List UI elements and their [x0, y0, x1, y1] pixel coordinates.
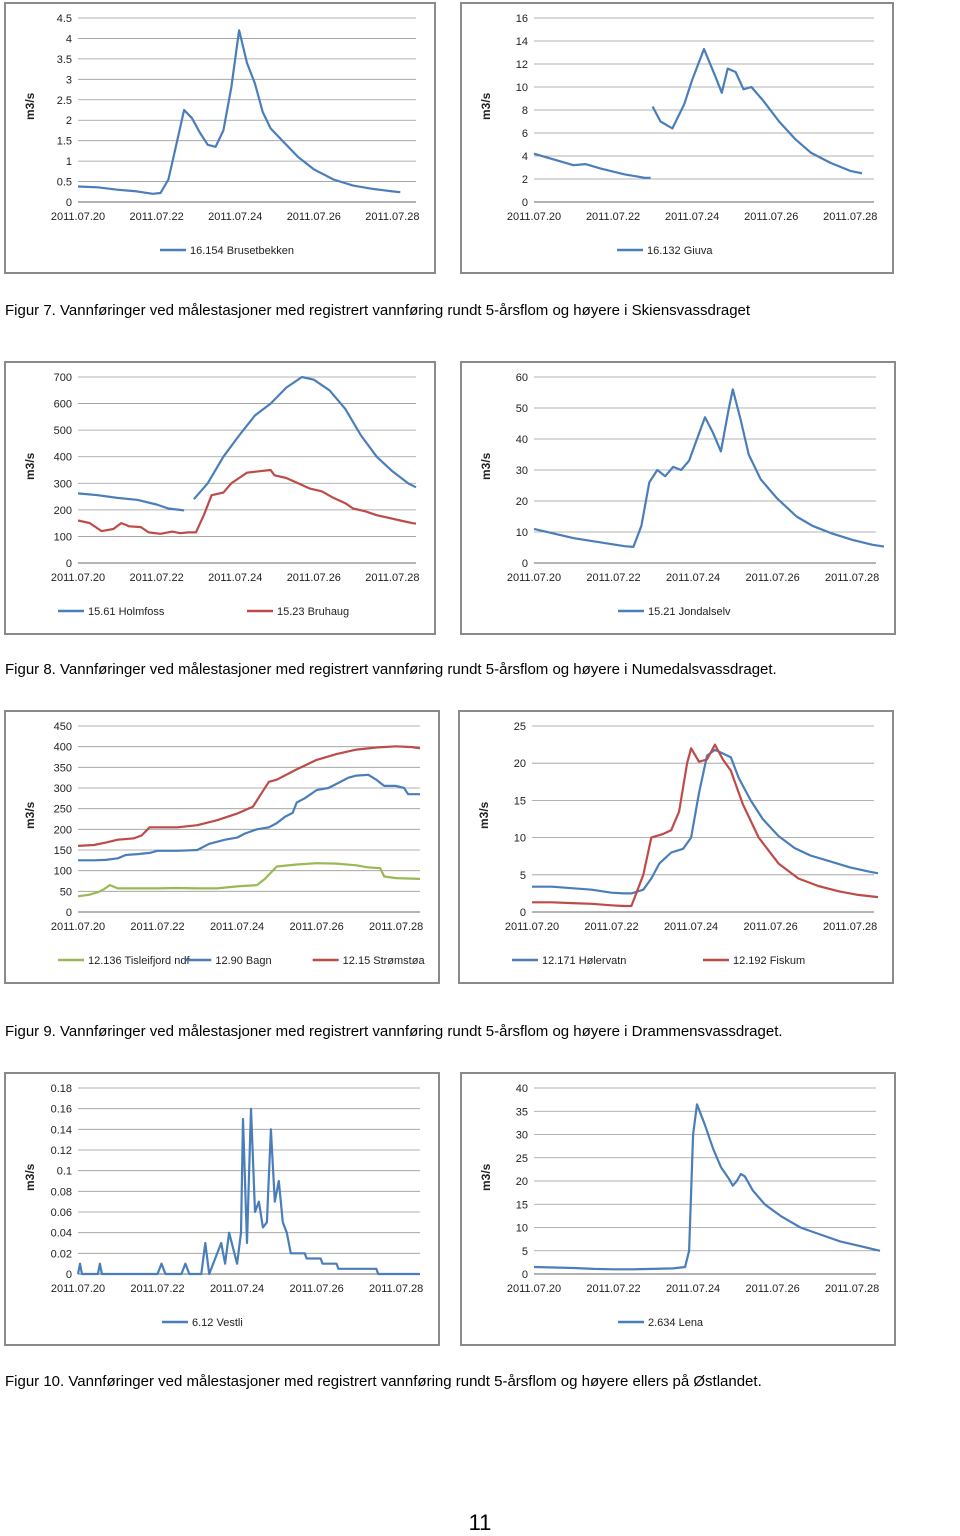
x-tick-label: 2011.07.26 — [743, 921, 798, 933]
y-tick-label: 50 — [515, 403, 528, 415]
chart-panel-holmfoss-bruhaug — [4, 361, 436, 635]
y-axis-label: m3/s — [477, 801, 491, 829]
chart-panel-brusetbekken — [4, 2, 436, 274]
chart-panel-giuva — [460, 2, 894, 274]
y-tick-label: 20 — [513, 758, 526, 771]
y-tick-label: 1.5 — [56, 135, 72, 148]
y-tick-label: 450 — [53, 721, 72, 733]
x-tick-label: 2011.07.20 — [50, 1283, 106, 1295]
x-tick-label: 2011.07.26 — [286, 572, 341, 584]
y-tick-label: 0 — [65, 1269, 72, 1281]
x-tick-label: 2011.07.22 — [129, 572, 184, 584]
chart-holmfoss-bruhaug — [6, 363, 434, 633]
legend-label: 12.192 Fiskum — [733, 955, 806, 967]
y-tick-label: 30 — [515, 465, 528, 477]
x-tick-label: 2011.07.24 — [665, 211, 720, 223]
legend-label: 12.90 Bagn — [215, 955, 272, 967]
legend-label: 12.136 Tisleifjord ndf — [88, 955, 190, 967]
x-tick-label: 2011.07.24 — [208, 572, 263, 584]
x-tick-label: 2011.07.20 — [504, 921, 560, 933]
chart-jondalselv — [462, 363, 894, 633]
y-tick-label: 3 — [65, 74, 72, 87]
x-tick-label: 2011.07.24 — [663, 921, 719, 933]
y-tick-label: 0.16 — [50, 1103, 72, 1116]
y-tick-label: 15 — [515, 1199, 528, 1212]
x-tick-label: 2011.07.22 — [129, 211, 184, 223]
y-tick-label: 0.02 — [50, 1248, 72, 1261]
y-axis-label: m3/s — [23, 452, 37, 480]
y-tick-label: 10 — [515, 527, 528, 539]
y-tick-label: 0.1 — [56, 1165, 72, 1178]
chart-vestli — [6, 1074, 438, 1344]
y-tick-label: 300 — [53, 478, 72, 491]
legend-label: 12.15 Strømstøa — [342, 955, 425, 967]
y-tick-label: 0 — [521, 1269, 528, 1281]
y-axis-label: m3/s — [23, 1163, 37, 1191]
y-tick-label: 5 — [521, 1245, 528, 1258]
legend-label: 6.12 Vestli — [192, 1317, 243, 1329]
x-tick-label: 2011.07.24 — [209, 1283, 265, 1295]
x-tick-label: 2011.07.28 — [365, 572, 420, 584]
y-tick-label: 4.5 — [56, 13, 72, 25]
series-line — [532, 750, 878, 894]
y-tick-label: 4 — [65, 33, 72, 46]
y-tick-label: 25 — [513, 721, 526, 733]
y-tick-label: 40 — [515, 1083, 528, 1095]
series-line — [534, 154, 651, 178]
y-tick-label: 0 — [65, 907, 72, 919]
y-tick-label: 0 — [521, 558, 528, 570]
y-tick-label: 100 — [53, 531, 72, 544]
chart-panel-tisleifjord-bagn-stromstoa — [4, 710, 440, 984]
y-tick-label: 10 — [515, 1222, 528, 1235]
chart-giuva — [462, 4, 892, 272]
x-tick-label: 2011.07.22 — [584, 921, 639, 933]
y-tick-label: 6 — [521, 128, 528, 140]
y-tick-label: 350 — [53, 762, 72, 775]
y-tick-label: 0.08 — [50, 1186, 72, 1199]
y-tick-label: 500 — [53, 425, 72, 438]
chart-panel-holervatn-fiskum — [458, 710, 894, 984]
legend-label: 15.23 Bruhaug — [277, 606, 350, 618]
y-tick-label: 60 — [515, 372, 528, 384]
x-tick-label: 2011.07.24 — [209, 921, 265, 933]
x-tick-label: 2011.07.22 — [585, 211, 641, 223]
y-tick-label: 0.14 — [50, 1124, 72, 1137]
y-tick-label: 35 — [515, 1106, 528, 1119]
chart-panel-vestli — [4, 1072, 440, 1346]
y-tick-label: 12 — [515, 59, 528, 71]
y-tick-label: 1 — [65, 156, 72, 169]
y-tick-label: 0.5 — [56, 176, 72, 189]
y-tick-label: 20 — [515, 1176, 528, 1188]
y-tick-label: 200 — [53, 504, 72, 517]
y-tick-label: 0 — [65, 558, 72, 570]
y-tick-label: 250 — [53, 803, 72, 816]
x-tick-label: 2011.07.24 — [665, 572, 721, 584]
legend-label: 12.171 Hølervatn — [542, 955, 627, 967]
y-tick-label: 400 — [53, 451, 72, 464]
chart-holervatn-fiskum — [460, 712, 892, 982]
x-tick-label: 2011.07.26 — [745, 572, 800, 584]
x-tick-label: 2011.07.28 — [369, 1283, 424, 1295]
x-tick-label: 2011.07.28 — [823, 211, 878, 223]
chart-tisleifjord-bagn-stromstoa — [6, 712, 438, 982]
y-tick-label: 40 — [515, 434, 528, 446]
chart-panel-lena — [460, 1072, 896, 1346]
x-tick-label: 2011.07.26 — [289, 921, 344, 933]
y-axis-label: m3/s — [479, 92, 493, 120]
y-tick-label: 0.06 — [50, 1207, 72, 1219]
y-axis-label: m3/s — [23, 801, 37, 829]
y-tick-label: 200 — [53, 824, 72, 837]
y-tick-label: 20 — [515, 496, 528, 508]
legend-label: 2.634 Lena — [648, 1317, 704, 1329]
x-tick-label: 2011.07.22 — [130, 1283, 185, 1295]
series-line — [653, 49, 863, 173]
x-tick-label: 2011.07.22 — [130, 921, 185, 933]
figure-8-caption: Figur 8. Vannføringer ved målestasjoner med registrert vannføring rundt 5-årsflom og høyere i Numedalsvassdraget. — [5, 661, 777, 678]
legend-label: 15.21 Jondalselv — [648, 606, 731, 618]
x-tick-label: 2011.07.22 — [586, 572, 641, 584]
y-tick-label: 15 — [513, 795, 526, 808]
y-tick-label: 0.04 — [50, 1227, 72, 1240]
x-tick-label: 2011.07.20 — [506, 1283, 562, 1295]
y-tick-label: 400 — [53, 741, 72, 754]
x-tick-label: 2011.07.24 — [665, 1283, 721, 1295]
y-axis-label: m3/s — [479, 452, 493, 480]
x-tick-label: 2011.07.20 — [506, 211, 562, 223]
page-number: 11 — [468, 1510, 492, 1535]
chart-lena — [462, 1074, 894, 1344]
x-tick-label: 2011.07.26 — [744, 211, 799, 223]
y-axis-label: m3/s — [23, 92, 37, 120]
series-line — [534, 1104, 880, 1269]
y-tick-label: 0.18 — [50, 1083, 72, 1095]
y-tick-label: 8 — [521, 105, 528, 117]
y-tick-label: 2.5 — [56, 94, 72, 107]
y-tick-label: 700 — [53, 372, 72, 384]
series-line — [194, 377, 416, 499]
y-tick-label: 4 — [521, 151, 528, 163]
y-tick-label: 50 — [59, 886, 72, 899]
y-tick-label: 0 — [521, 197, 528, 209]
y-tick-label: 0 — [65, 197, 72, 209]
x-tick-label: 2011.07.20 — [50, 572, 106, 584]
x-tick-label: 2011.07.28 — [365, 211, 420, 223]
chart-brusetbekken — [6, 4, 434, 272]
y-tick-label: 5 — [519, 869, 526, 882]
legend-label: 16.154 Brusetbekken — [190, 245, 294, 257]
y-tick-label: 14 — [515, 36, 528, 48]
x-tick-label: 2011.07.26 — [289, 1283, 344, 1295]
y-tick-label: 2 — [521, 174, 528, 186]
y-tick-label: 0.12 — [50, 1145, 72, 1157]
figure-7-caption: Figur 7. Vannføringer ved målestasjoner med registrert vannføring rundt 5-årsflom og høyere i Skiensvassdraget — [5, 302, 751, 319]
x-tick-label: 2011.07.20 — [50, 921, 106, 933]
x-tick-label: 2011.07.20 — [50, 211, 106, 223]
series-line — [534, 389, 884, 547]
y-tick-label: 100 — [53, 865, 72, 878]
x-tick-label: 2011.07.28 — [825, 572, 880, 584]
y-tick-label: 10 — [515, 82, 528, 94]
y-tick-label: 0 — [519, 907, 526, 919]
y-tick-label: 25 — [515, 1152, 528, 1165]
y-tick-label: 2 — [65, 115, 72, 128]
x-tick-label: 2011.07.28 — [825, 1283, 880, 1295]
y-tick-label: 30 — [515, 1129, 528, 1142]
series-line — [78, 30, 400, 194]
x-tick-label: 2011.07.20 — [506, 572, 562, 584]
legend-label: 16.132 Giuva — [647, 245, 713, 257]
y-tick-label: 3.5 — [56, 53, 72, 66]
x-tick-label: 2011.07.26 — [286, 211, 341, 223]
y-tick-label: 16 — [515, 13, 528, 25]
figure-10-caption: Figur 10. Vannføringer ved målestasjoner med registrert vannføring rundt 5-årsflom og høyere ellers på Østlandet. — [5, 1373, 762, 1390]
series-line — [78, 470, 416, 534]
chart-panel-jondalselv — [460, 361, 896, 635]
y-tick-label: 600 — [53, 398, 72, 411]
x-tick-label: 2011.07.22 — [586, 1283, 641, 1295]
figure-9-caption: Figur 9. Vannføringer ved målestasjoner med registrert vannføring rundt 5-årsflom og høyere i Drammensvassdraget. — [5, 1023, 783, 1040]
x-tick-label: 2011.07.28 — [369, 921, 424, 933]
legend-label: 15.61 Holmfoss — [88, 606, 165, 618]
y-tick-label: 150 — [53, 845, 72, 857]
x-tick-label: 2011.07.28 — [823, 921, 878, 933]
x-tick-label: 2011.07.26 — [745, 1283, 800, 1295]
x-tick-label: 2011.07.24 — [208, 211, 263, 223]
series-line — [78, 493, 184, 510]
y-tick-label: 10 — [513, 832, 526, 845]
y-axis-label: m3/s — [479, 1163, 493, 1191]
y-tick-label: 300 — [53, 783, 72, 795]
